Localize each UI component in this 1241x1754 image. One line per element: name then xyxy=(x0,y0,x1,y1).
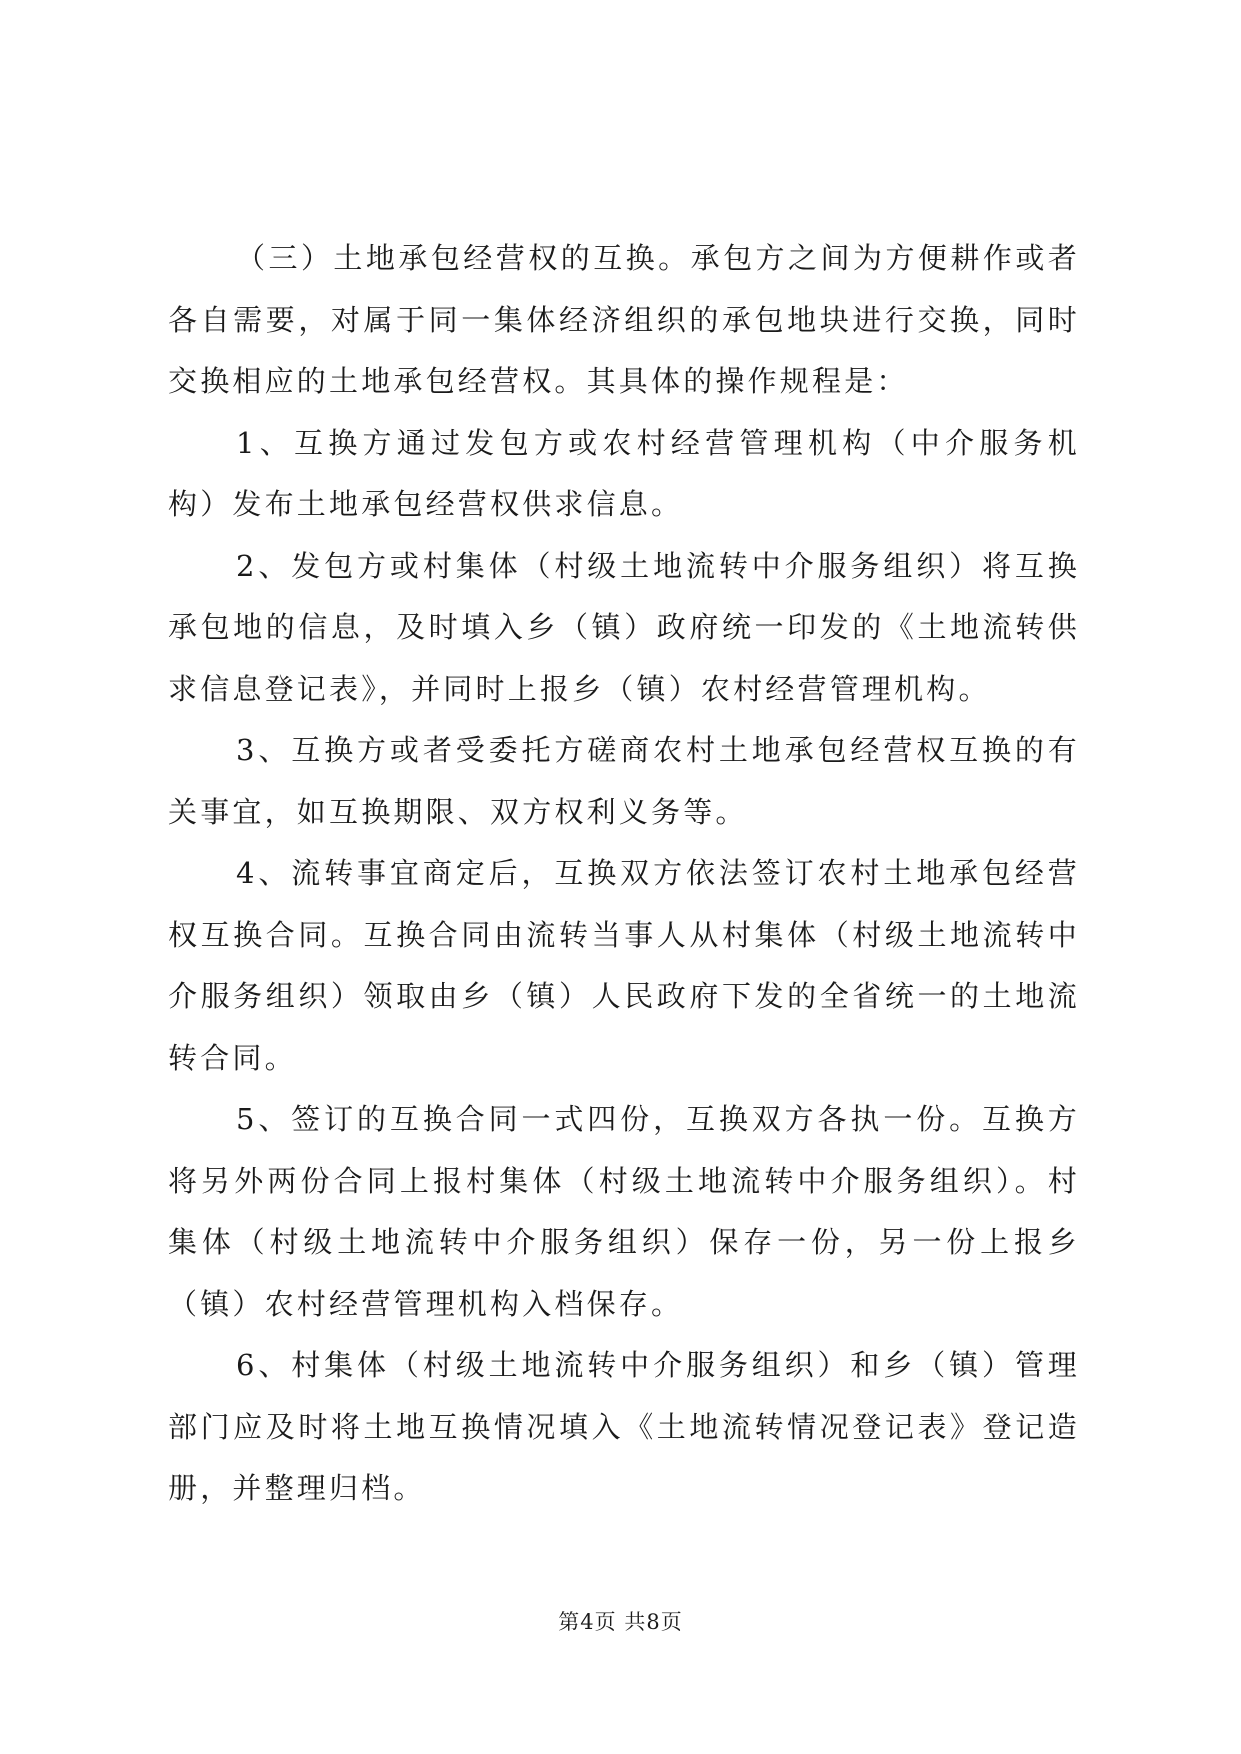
page-number-footer: 第4页 共8页 xyxy=(558,1610,683,1634)
paragraph-step-3: 3、互换方或者受委托方磋商农村土地承包经营权互换的有关事宜，如互换期限、双方权利义务等。 xyxy=(168,733,1080,829)
paragraph-step-1: 1、互换方通过发包方或农村经营管理机构（中介服务机构）发布土地承包经营权供求信息。 xyxy=(168,425,1080,521)
document-body xyxy=(168,228,1080,1520)
paragraph-step-6: 6、村集体（村级土地流转中介服务组织）和乡（镇）管理部门应及时将土地互换情况填入《土地流转情况登记表》登记造册，并整理归档。 xyxy=(168,1348,1080,1505)
paragraph-step-2: 2、发包方或村集体（村级土地流转中介服务组织）将互换承包地的信息，及时填入乡（镇）政府统一印发的《土地流转供求信息登记表》，并同时上报乡（镇）农村经营管理机构。 xyxy=(168,548,1080,706)
paragraph-section-3-intro: （三）土地承包经营权的互换。承包方之间为方便耕作或者各自需要，对属于同一集体经济组织的承包地块进行交换，同时交换相应的土地承包经营权。其具体的操作规程是： xyxy=(168,241,1080,398)
paragraph-step-5: 5、签订的互换合同一式四份，互换双方各执一份。互换方将另外两份合同上报村集体（村级土地流转中介服务组织）。村集体（村级土地流转中介服务组织）保存一份，另一份上报乡（镇）农村经营管理机构入档保存。 xyxy=(168,1102,1080,1321)
paragraph-step-4: 4、流转事宜商定后，互换双方依法签订农村土地承包经营权互换合同。互换合同由流转当事人从村集体（村级土地流转中介服务组织）领取由乡（镇）人民政府下发的全省统一的土地流转合同。 xyxy=(168,856,1080,1075)
